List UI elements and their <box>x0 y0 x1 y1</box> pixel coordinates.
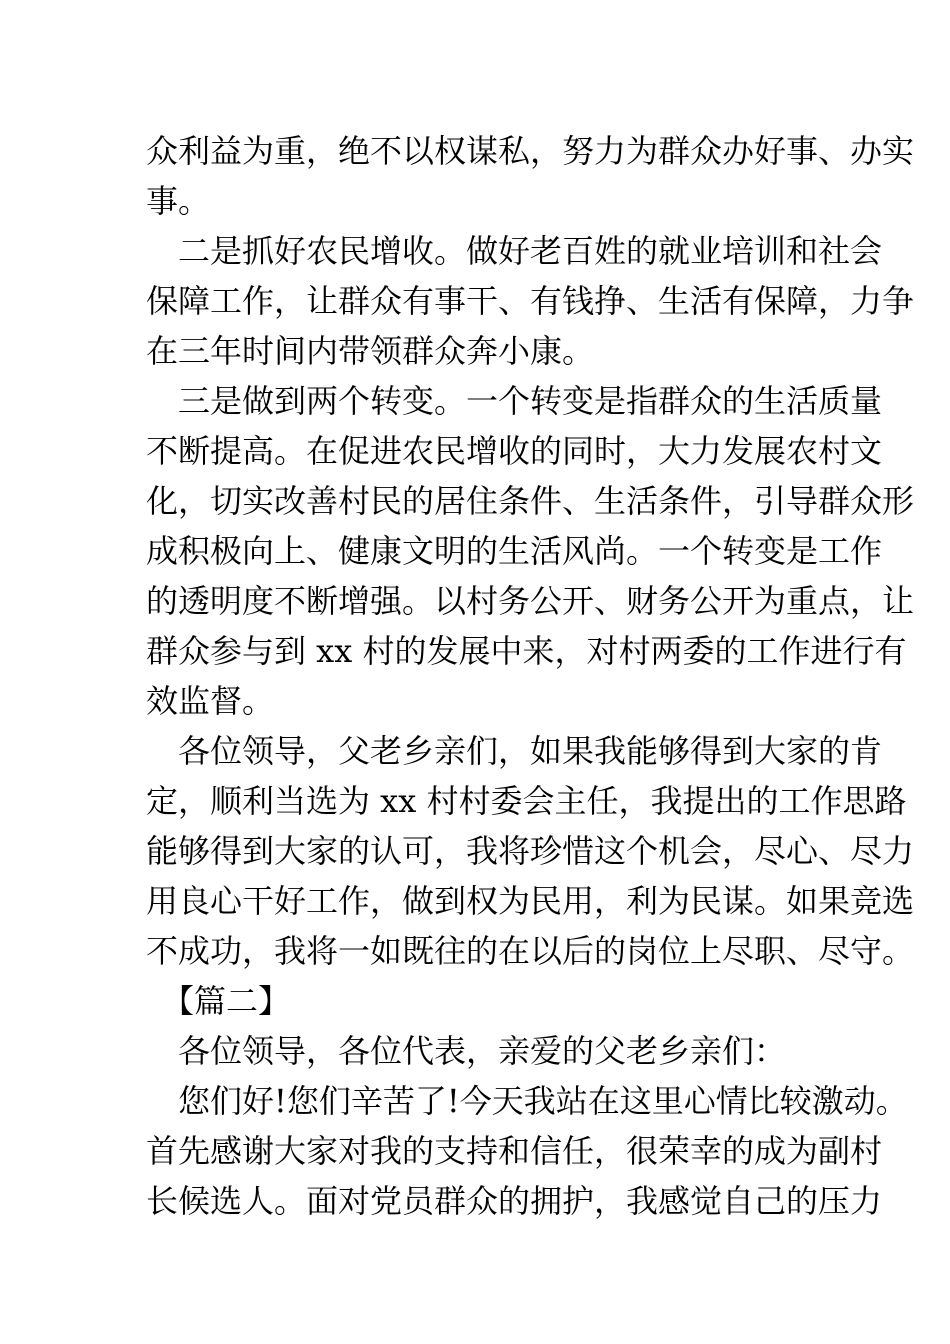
text-line: 您们好!您们辛苦了!今天我站在这里心情比较激动。 <box>146 1082 908 1120</box>
text-line: 不断提高。在促进农民增收的同时，大力发展农村文 <box>146 432 883 470</box>
text-line: 的透明度不断增强。以村务公开、财务公开为重点，让 <box>146 582 915 620</box>
section-heading: 【篇二】 <box>146 982 291 1020</box>
text-line: 长候选人。面对党员群众的拥护，我感觉自己的压力 <box>146 1182 883 1220</box>
text-line: 成积极向上、健康文明的生活风尚。一个转变是工作 <box>146 532 883 570</box>
text-line: 定，顺利当选为 xx 村村委会主任，我提出的工作思路 <box>146 782 907 820</box>
text-line: 不成功，我将一如既往的在以后的岗位上尽职、尽守。 <box>146 932 915 970</box>
text-line: 各位领导，父老乡亲们，如果我能够得到大家的肯 <box>146 732 883 770</box>
text-line: 二是抓好农民增收。做好老百姓的就业培训和社会 <box>146 232 883 270</box>
text-line: 各位领导，各位代表，亲爱的父老乡亲们： <box>146 1032 787 1070</box>
text-line: 效监督。 <box>146 682 275 720</box>
text-line: 化，切实改善村民的居住条件、生活条件，引导群众形 <box>146 482 915 520</box>
text-line: 能够得到大家的认可，我将珍惜这个机会，尽心、尽力 <box>146 832 915 870</box>
text-line: 保障工作，让群众有事干、有钱挣、生活有保障，力争 <box>146 282 915 320</box>
document-body <box>146 126 915 1226</box>
text-line: 三是做到两个转变。一个转变是指群众的生活质量 <box>146 382 883 420</box>
text-line: 众利益为重，绝不以权谋私，努力为群众办好事、办实 <box>146 132 915 170</box>
text-line: 用良心干好工作，做到权为民用，利为民谋。如果竞选 <box>146 882 915 920</box>
text-line: 首先感谢大家对我的支持和信任，很荣幸的成为副村 <box>146 1132 883 1170</box>
text-line: 事。 <box>146 182 211 220</box>
text-line: 在三年时间内带领群众奔小康。 <box>146 332 595 370</box>
text-line: 群众参与到 xx 村的发展中来，对村两委的工作进行有 <box>146 632 907 670</box>
